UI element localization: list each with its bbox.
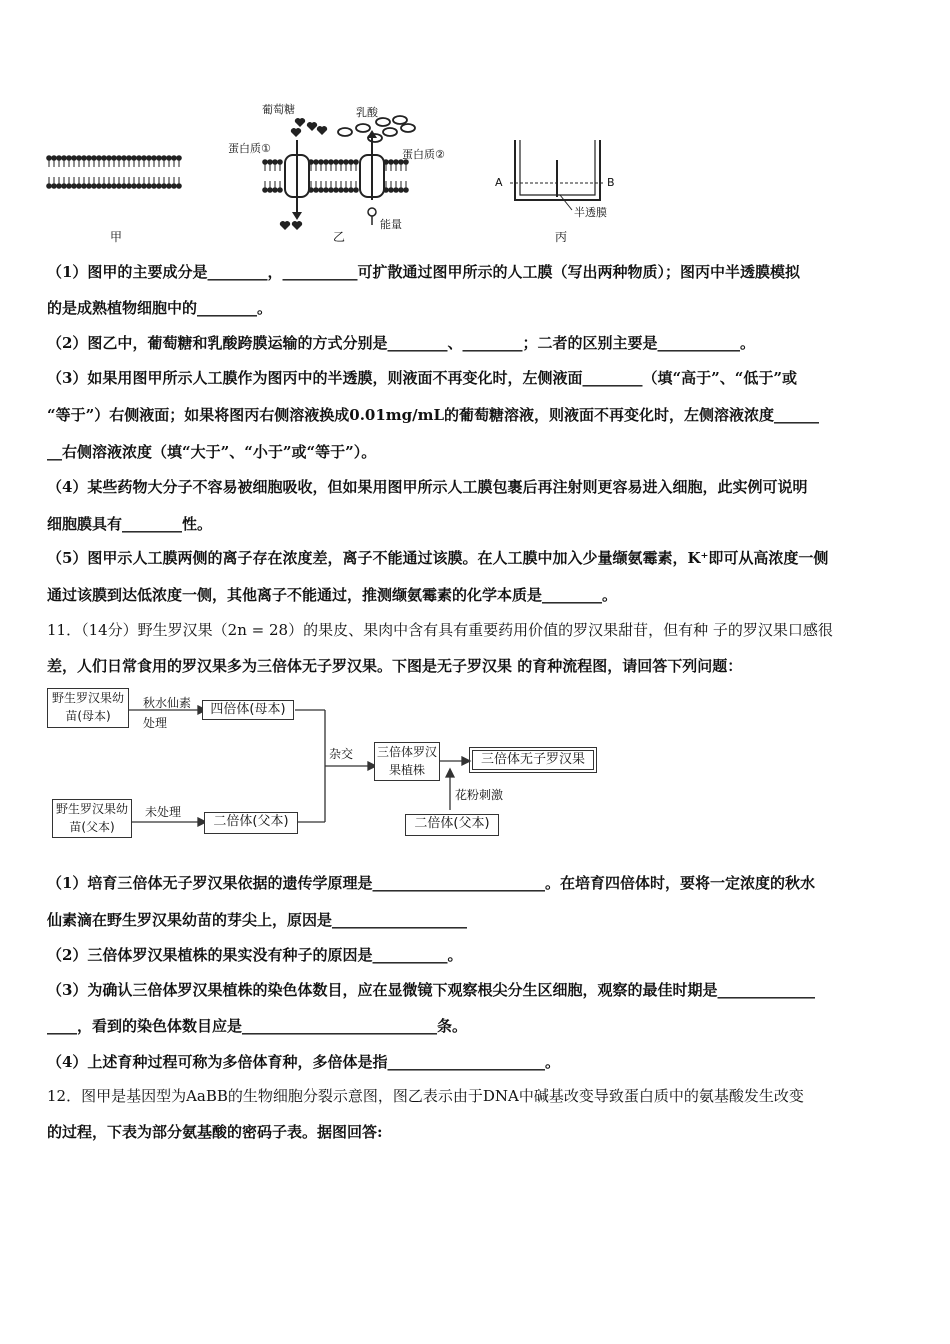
diploid-father2-box: 二倍体(父本) bbox=[405, 814, 499, 836]
q10-line: （3）如果用图甲所示人工膜作为图丙中的半透膜，则液面不再变化时，左侧液面________（填“高于”、“低于”或 bbox=[47, 369, 797, 387]
q11-question-line: 仙素滴在野生罗汉果幼苗的芽尖上，原因是__________________ bbox=[47, 911, 468, 929]
energy-label: 能量 bbox=[380, 218, 402, 231]
semipermeable-label: 半透膜 bbox=[574, 206, 607, 219]
q10-line: （2）图乙中，葡萄糖和乳酸跨膜运输的方式分别是________、________；二者的区别主要是___________。 bbox=[47, 334, 755, 352]
q11-line-1: 11．（14分）野生罗汉果（2n = 28）的果皮、果肉中含有具有重要药用价值的罗汉果甜苷，但有种 子的罗汉果口感很 bbox=[47, 621, 833, 639]
q10-line: 通过该膜到达低浓度一侧，其他离子不能通过，推测缬氨霉素的化学本质是________。 bbox=[47, 586, 618, 604]
q11-question-line: （2）三倍体罗汉果植株的果实没有种子的原因是__________。 bbox=[47, 946, 463, 964]
pollen-label: 花粉刺激 bbox=[455, 788, 504, 802]
q11-line-2: 差，人们日常食用的罗汉果多为三倍体无子罗汉果。下图是无子罗汉果 的育种流程图，请回答下列问题： bbox=[47, 657, 743, 675]
seedless-box: 三倍体无子罗汉果 bbox=[472, 750, 594, 770]
figure-bing-label: 丙 bbox=[555, 230, 568, 244]
q10-line: （4）某些药物大分子不容易被细胞吸收，但如果用图甲所示人工膜包裹后再注射则更容易进入细胞，此实例可说明 bbox=[47, 478, 808, 496]
q11-question-line: ____，看到的染色体数目应是__________________________条。 bbox=[47, 1017, 468, 1035]
figure-yi-label: 乙 bbox=[333, 230, 346, 244]
q10-line: __右侧溶液浓度（填“大于”、“小于”或“等于”）。 bbox=[47, 443, 377, 461]
cross-label: 杂交 bbox=[329, 747, 354, 761]
figure-jia-membrane bbox=[45, 150, 185, 195]
q10-line: 细胞膜具有________性。 bbox=[47, 515, 213, 533]
q11-question-line: （1）培育三倍体无子罗汉果依据的遗传学原理是_______________________。在培育四倍体时，要将一定浓度的秋水 bbox=[47, 874, 815, 892]
untreated-label: 未处理 bbox=[145, 805, 182, 819]
q10-line: （1）图甲的主要成分是________，__________可扩散通过图甲所示的人工膜（写出两种物质）；图丙中半透膜模拟 bbox=[47, 263, 800, 281]
figure-yi-transport bbox=[225, 100, 475, 240]
q11-question-line: （3）为确认三倍体罗汉果植株的染色体数目，应在显微镜下观察根尖分生区细胞，观察的最佳时期是_____________ bbox=[47, 981, 815, 999]
glucose-label: 葡萄糖 bbox=[262, 103, 295, 116]
q10-line: 的是成熟植物细胞中的________。 bbox=[47, 299, 273, 317]
q12-line-1: 12．图甲是基因型为AaBB的生物细胞分裂示意图，图乙表示由于DNA中碱基改变导致蛋白质中的氨基酸发生改变 bbox=[47, 1087, 804, 1105]
triploid-plant-box: 三倍体罗汉果植株 bbox=[374, 742, 440, 781]
figure-jia-label: 甲 bbox=[110, 230, 123, 244]
q12-line-2: 的过程，下表为部分氨基酸的密码子表。据图回答: bbox=[47, 1123, 383, 1141]
q11-question-line: （4）上述育种过程可称为多倍体育种，多倍体是指_____________________。 bbox=[47, 1053, 560, 1071]
wild-mother-box: 野生罗汉果幼苗(母本) bbox=[47, 688, 129, 728]
protein1-label: 蛋白质① bbox=[228, 142, 271, 155]
q10-line: （5）图甲示人工膜两侧的离子存在浓度差，离子不能通过该膜。在人工膜中加入少量缬氨霉素，K⁺即可从高浓度一侧 bbox=[47, 549, 829, 567]
label-B: B bbox=[607, 176, 615, 189]
lactic-acid-label: 乳酸 bbox=[356, 106, 378, 119]
diploid-father-box: 二倍体(父本) bbox=[204, 812, 298, 834]
colchicine-label: 秋水仙素处理 bbox=[143, 696, 192, 730]
label-A: A bbox=[495, 176, 503, 189]
tetraploid-box: 四倍体(母本) bbox=[202, 700, 294, 720]
wild-father-box: 野生罗汉果幼苗(父本) bbox=[52, 799, 132, 838]
protein2-label: 蛋白质② bbox=[402, 148, 445, 161]
q10-line: “等于”）右侧液面；如果将图丙右侧溶液换成0.01mg/mL的葡萄糖溶液，则液面不再变化时，左侧溶液浓度______ bbox=[47, 406, 820, 424]
